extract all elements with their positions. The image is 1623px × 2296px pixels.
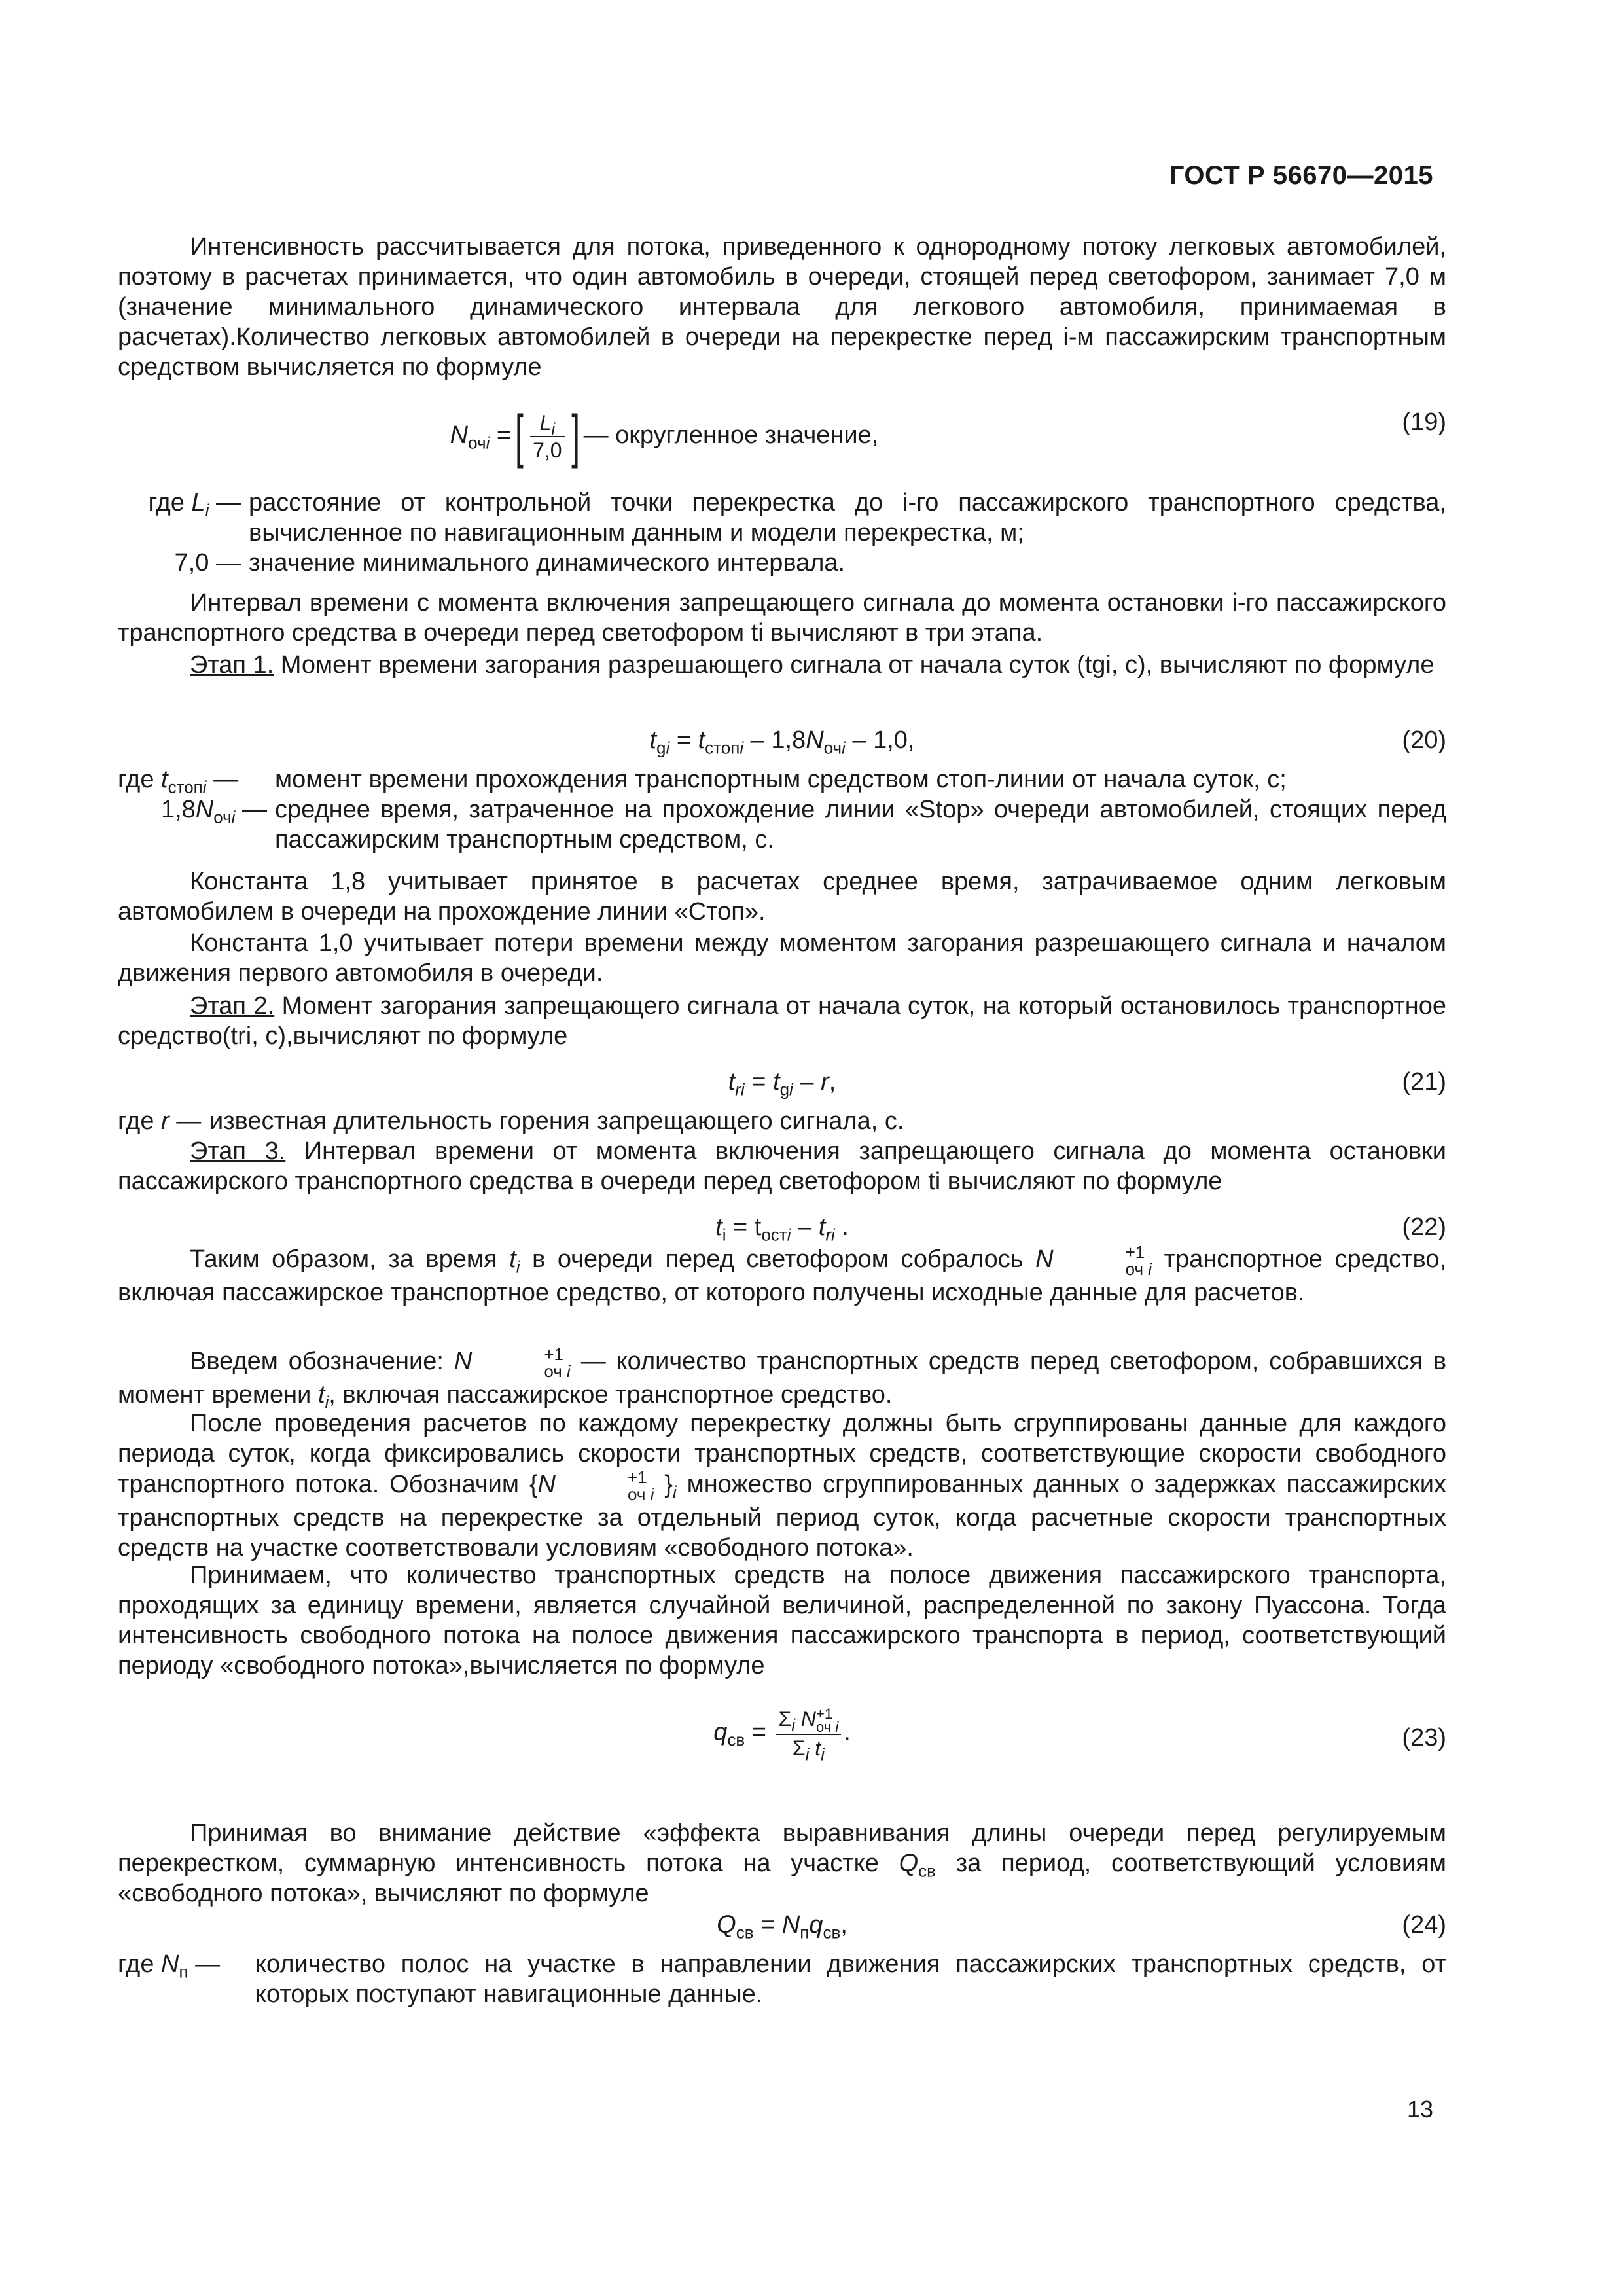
- formula-23: [118, 1706, 1446, 1778]
- formula-21: [118, 1067, 1446, 1100]
- paragraph-poisson: [118, 1560, 1446, 1681]
- formula-number: (22): [1402, 1213, 1446, 1241]
- paragraph-notation: [118, 1346, 1446, 1410]
- where-list-20: [118, 764, 1446, 855]
- where-term: где $t_{стопi}$ —: [118, 766, 239, 797]
- paragraph-interval: [118, 588, 1446, 648]
- paragraph-stage-2: [118, 991, 1446, 1051]
- paragraph-text: Момент загорания запрещающего сигнала от начала суток, на который остановилось транспортное средство(tri, с),вычисляют по формуле: [118, 992, 1447, 1050]
- paragraph-text: Принимаем, что количество транспортных средств на полосе движения пассажирского транспорта, проходящих за единицу времени, является случайной величиной, распределенной по закону Пуассона. Тогда интенсивность свободного потока на полосе движения пассажирского транспорта в период, соответствующий периоду «свободного потока»,вычисляется по формуле: [118, 1562, 1446, 1679]
- paragraph-collected: [118, 1244, 1446, 1308]
- paragraph-summary-intensity: [118, 1818, 1446, 1909]
- stage-label: Этап 3.: [190, 1138, 286, 1165]
- where-desc: значение минимального динамического интервала.: [249, 549, 846, 577]
- where-list-21: [118, 1106, 1446, 1136]
- where-desc: количество полос на участке в направлении движения пассажирских транспортных средств, от которых поступают навигационные данные.: [255, 1950, 1446, 2008]
- where-item: [118, 488, 1446, 548]
- paragraph-text: Интенсивность рассчитывается для потока, приведенного к однородному потоку легковых автомобилей, поэтому в расчетах принимается, что один автомобиль в очереди, стоящей перед светофором, занимает 7,0 м (значение минимального динамического интервала для легкового автомобиля, принимаемая в расчетах).Количество легковых автомобилей в очереди на перекрестке перед i-м пассажирским транспортным средством вычисляется по формуле: [118, 233, 1446, 381]
- paragraph-stage-1: [118, 650, 1446, 680]
- formula-number: (23): [1402, 1724, 1446, 1751]
- where-term: где $L_i$ —: [148, 489, 241, 520]
- paragraph-stage-3: [118, 1136, 1446, 1196]
- paragraph-constant-10: [118, 928, 1446, 988]
- where-desc: известная длительность горения запрещающего сигнала, с.: [209, 1107, 904, 1135]
- formula-20: [118, 725, 1446, 758]
- paragraph-text: Таким образом, за время $t_i$ в очереди перед светофором собралось N +1 оч i транспортное средство, включая пассажирское транспортное средство, от которого получены исходные данные для расчетов.: [118, 1242, 1447, 1306]
- formula-number: (20): [1402, 726, 1446, 754]
- formula-number: (19): [1402, 408, 1446, 436]
- paragraph-text: Константа 1,8 учитывает принятое в расчетах среднее время, затрачиваемое одним легковым автомобилем в очереди на прохождение линии «Стоп».: [118, 868, 1446, 925]
- where-item: [118, 795, 1446, 855]
- formula-expression: $N_{очi}$ =[ $\frac{L_i}{7,0}$ ] — округленное значение,: [450, 404, 879, 469]
- formula-expression: $t_{ri} = t_{gi} - r$,: [728, 1068, 836, 1100]
- paragraph-constant-18: [118, 867, 1446, 927]
- formula-number: (21): [1402, 1068, 1446, 1096]
- page-number: 13: [1406, 2096, 1433, 2123]
- formula-expression: $q_{св}$ = $\Sigma_i$ N +1 оч i $\Sigma_i$ $t_i$ .: [713, 1705, 851, 1764]
- where-desc: расстояние от контрольной точки перекрестка до i-го пассажирского транспортного средства, вычисленное по навигационным данным и модели перекрестка, м;: [249, 489, 1446, 547]
- formula-22: [118, 1212, 1446, 1245]
- paragraph-text: Интервал времени от момента включения запрещающего сигнала до момента остановки пассажирского транспортного средства в очереди перед светофором ti вычисляют по формуле: [118, 1138, 1447, 1195]
- formula-number: (24): [1402, 1911, 1446, 1939]
- formula-24: [118, 1910, 1446, 1943]
- formula-expression: $t_{gi} = t_{стопi} - 1,8N_{очi} - 1,0$,: [649, 726, 915, 758]
- paragraph-text: Введем обозначение: N +1 оч i — количество транспортных средств перед светофором, собравшихся в момент времени $t_i$, включая пассажирское транспортное средство.: [118, 1344, 1447, 1412]
- where-term: где r —: [118, 1107, 202, 1135]
- where-item: [118, 548, 1446, 578]
- where-list-19: [118, 488, 1446, 578]
- paragraph-text: После проведения расчетов по каждому перекрестку должны быть сгруппированы данные для каждого периода суток, когда фиксировались скорости транспортных средств, соответствующие скорости свободного транспортного потока. Обозначим {N +1 оч i }$_i$ множество сгруппированных данных о задержках пассажирских транспортных средств на перекрестке за отдельный период суток, когда расчетные скорости транспортных средств на участке соответствовали условиям «свободного потока».: [118, 1410, 1446, 1562]
- formula-19: [118, 404, 1446, 473]
- where-item: [118, 1949, 1446, 2009]
- formula-expression: $t_i = t_{остi} - t_{ri}$ .: [715, 1213, 849, 1245]
- where-term: $1,8N_{очi}$ —: [160, 796, 267, 827]
- where-desc: среднее время, затраченное на прохождение линии «Stop» очереди автомобилей, стоящих перед пассажирским транспортным средством, с.: [275, 796, 1446, 853]
- where-item: [118, 1106, 1446, 1136]
- paragraph-intensity: [118, 232, 1446, 382]
- stage-label: Этап 2.: [190, 992, 275, 1020]
- where-term: 7,0 —: [174, 549, 241, 577]
- where-item: [118, 764, 1446, 795]
- document-header: ГОСТ Р 56670—2015: [1169, 161, 1433, 190]
- paragraph-text: Момент времени загорания разрешающего сигнала от начала суток (tgi, с), вычисляют по формуле: [274, 651, 1435, 679]
- paragraph-grouping: [118, 1408, 1446, 1563]
- stage-label: Этап 1.: [190, 651, 274, 679]
- where-list-24: [118, 1949, 1446, 2009]
- where-term: где $N_п$ —: [118, 1950, 221, 1982]
- paragraph-text: Принимая во внимание действие «эффекта выравнивания длины очереди перед регулируемым перекрестком, суммарную интенсивность потока на участке $Q_{св}$ за период, соответствующий условиям «свободного потока», вычисляют по формуле: [118, 1820, 1446, 1907]
- paragraph-text: Интервал времени с момента включения запрещающего сигнала до момента остановки i-го пассажирского транспортного средства в очереди перед светофором ti вычисляют в три этапа.: [118, 589, 1446, 647]
- paragraph-text: Константа 1,0 учитывает потери времени между моментом загорания разрешающего сигнала и началом движения первого автомобиля в очереди.: [118, 929, 1446, 987]
- formula-expression: $Q_{св} = N_пq_{св}$,: [717, 1911, 847, 1943]
- where-desc: момент времени прохождения транспортным средством стоп-линии от начала суток, с;: [275, 766, 1287, 793]
